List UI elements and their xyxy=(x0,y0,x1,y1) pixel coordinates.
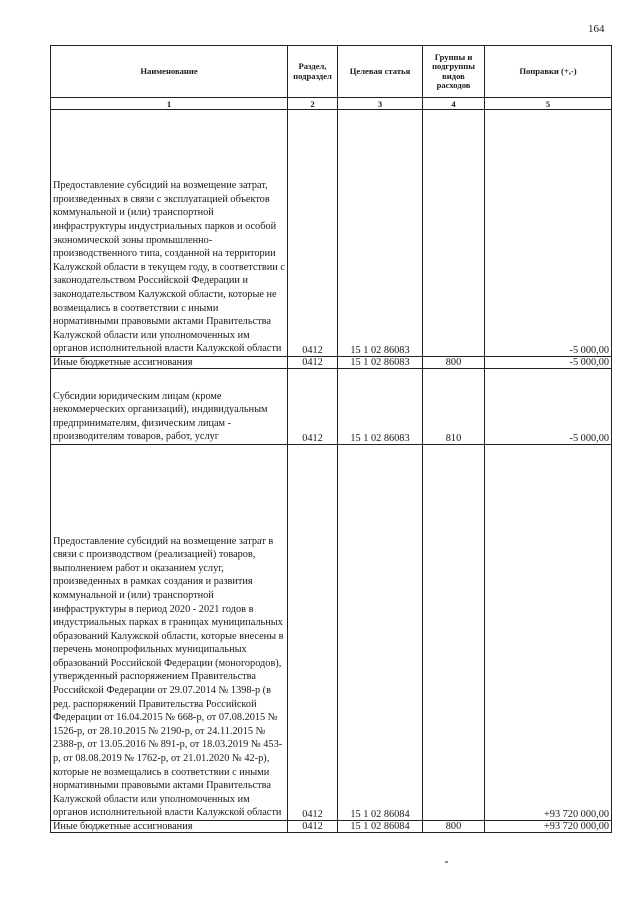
row-group xyxy=(423,110,485,357)
row-name: Предоставление субсидий на возмещение затрат в связи с производством (реализацией) товаров, выполнением работ и оказанием услуг, произведенных в рамках создания и развития коммунальной и (или) транспортной инфраструктуры в период 2020 - 2021 годов в индустриальных парках в границах муниципальных образований Калужской области, которые внесены в перечень монопрофильных муниципальных образований Российской Федерации (моногородов), утвержденный распоряжением Правительства Российской Федерации от 29.07.2014 № 1398-р (в ред. распоряжений Правительства Российской Федерации от 16.04.2015 № 668-р, от 07.08.2015 № 1526-р, от 28.10.2015 № 2190-р, от 24.11.2015 № 2388-р, от 13.05.2016 № 891-р, от 18.03.2019 № 453-р, от 08.08.2019 № 1762-р, от 21.01.2020 № 42-р), которые не возмещались в соответствии с иными нормативными правовыми актами Правительства Калужской области или уполномоченных им органов исполнительной власти Калужской области xyxy=(51,445,288,821)
row-group: 800 xyxy=(423,357,485,369)
row-amount: -5 000,00 xyxy=(485,357,612,369)
header-section: Раздел, подраздел xyxy=(288,46,338,98)
page-number: 164 xyxy=(588,23,605,35)
row-name: Иные бюджетные ассигнования xyxy=(51,821,288,833)
header-target: Целевая статья xyxy=(338,46,423,98)
row-amount: -5 000,00 xyxy=(485,369,612,445)
scan-speck xyxy=(445,861,448,863)
table-row xyxy=(51,357,612,369)
row-amount: -5 000,00 xyxy=(485,110,612,357)
header-groups: Группы и подгруппы видов расходов xyxy=(423,46,485,98)
row-section: 0412 xyxy=(288,110,338,357)
row-name: Иные бюджетные ассигнования xyxy=(51,357,288,369)
column-number: 3 xyxy=(338,98,423,110)
table-row xyxy=(51,369,612,445)
row-section: 0412 xyxy=(288,445,338,821)
row-group: 800 xyxy=(423,821,485,833)
row-amount: +93 720 000,00 xyxy=(485,821,612,833)
table-row xyxy=(51,445,612,821)
table-row xyxy=(51,110,612,357)
row-target: 15 1 02 86084 xyxy=(338,445,423,821)
row-section: 0412 xyxy=(288,821,338,833)
row-group xyxy=(423,445,485,821)
column-number: 4 xyxy=(423,98,485,110)
row-amount: +93 720 000,00 xyxy=(485,445,612,821)
row-name: Предоставление субсидий на возмещение затрат, произведенных в связи с эксплуатацией объектов коммунальной и (или) транспортной инфраструктуры индустриальных парков и особой экономической зоны промышленно-производственного типа, созданной на территории Калужской области в текущем году, в соответствии с законодательством Российской Федерации и законодательством Калужской области, которые не возмещались в соответствии с иными нормативными правовыми актами Правительства Калужской области или уполномоченных им органов исполнительной власти Калужской области xyxy=(51,110,288,357)
row-name: Субсидии юридическим лицам (кроме некоммерческих организаций), индивидуальным предпринимателям, физическим лицам - производителям товаров, работ, услуг xyxy=(51,369,288,445)
column-number: 5 xyxy=(485,98,612,110)
column-number-row xyxy=(51,98,612,110)
column-number: 2 xyxy=(288,98,338,110)
header-amendments: Поправки (+,-) xyxy=(485,46,612,98)
table-row xyxy=(51,821,612,833)
table-header-row xyxy=(51,46,612,98)
row-group: 810 xyxy=(423,369,485,445)
row-section: 0412 xyxy=(288,369,338,445)
row-target: 15 1 02 86083 xyxy=(338,110,423,357)
row-target: 15 1 02 86083 xyxy=(338,369,423,445)
row-target: 15 1 02 86084 xyxy=(338,821,423,833)
row-section: 0412 xyxy=(288,357,338,369)
budget-amendments-table xyxy=(50,45,612,833)
column-number: 1 xyxy=(51,98,288,110)
row-target: 15 1 02 86083 xyxy=(338,357,423,369)
header-name: Наименование xyxy=(51,46,288,98)
